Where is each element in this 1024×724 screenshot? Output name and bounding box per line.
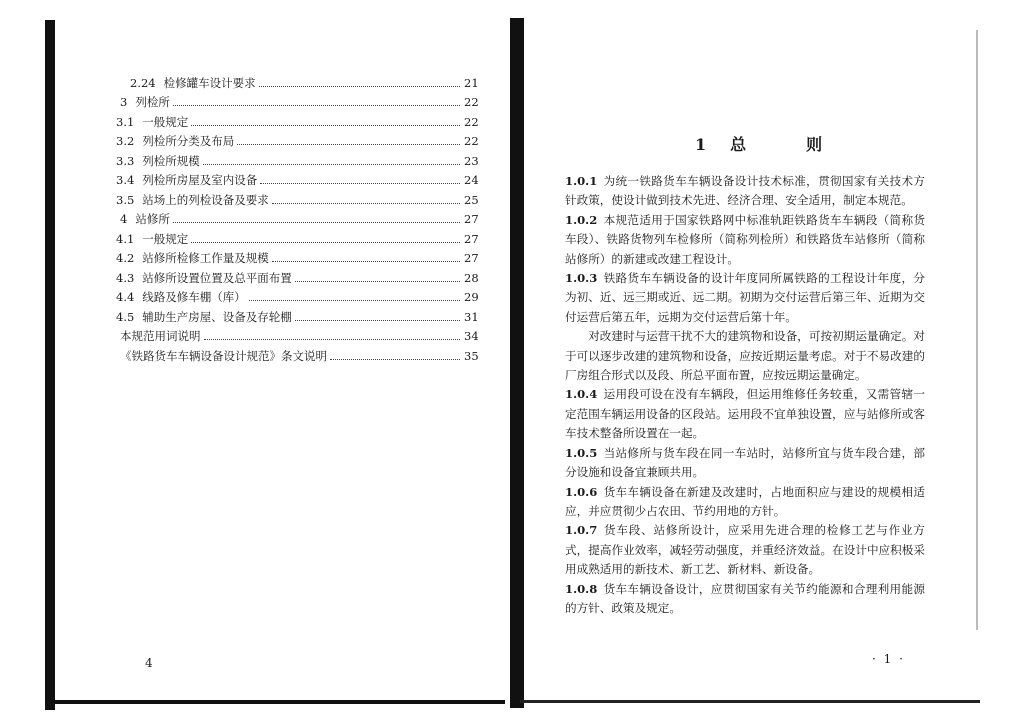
clause-text: 运用段可设在没有车辆段，但运用维修任务较重，又需管辖一定范围车辆运用设备的区段站。运用段不宜单独设置，应与站修所或客车技术整备所设置在一起。 — [565, 387, 925, 441]
scan-bottom-edge-left — [45, 700, 505, 704]
toc-entry — [110, 168, 490, 188]
toc-leader-dots — [272, 261, 460, 262]
toc-entry-number: 4.5 — [116, 309, 135, 324]
toc-entry-page: 35 — [464, 348, 479, 363]
chapter-body — [565, 172, 925, 618]
clause-paragraph — [565, 483, 925, 522]
clause-text: 为统一铁路货车车辆设备设计技术标准，贯彻国家有关技术方针政策，使设计做到技术先进、经济合理、安全适用，制定本规范。 — [565, 174, 925, 208]
scan-binding-edge-left — [45, 20, 55, 710]
toc-entry-page: 27 — [464, 231, 479, 246]
clause-paragraph — [565, 385, 925, 443]
toc-leader-dots — [249, 300, 460, 301]
toc-leader-dots — [173, 222, 460, 223]
toc-leader-dots — [191, 242, 460, 243]
toc-entry-page: 31 — [464, 309, 479, 324]
toc-entry-page: 27 — [464, 212, 479, 226]
clause-number: 1.0.1 — [565, 174, 598, 188]
toc-entry-title: 一般规定 — [142, 114, 189, 129]
toc-entry-title: 站修所设置位置及总平面布置 — [142, 270, 292, 285]
clause-text: 货车车辆设备在新建及改建时，占地面积应与建设的规模相适应，并应贯彻少占农田、节约用地的方针。 — [565, 484, 925, 518]
clause-number: 1.0.5 — [565, 445, 598, 460]
clause-text: 对改建时与运营干扰不大的建筑物和设备，可按初期运量确定。对于可以逐步改建的建筑物和设备，应按近期运量考虑。对于不易改建的厂房组合形式以及段、所总平面布置，应按远期运量确定。 — [565, 329, 925, 383]
toc-entry — [110, 226, 490, 246]
toc-entry-number: 3 — [120, 95, 128, 109]
clause-paragraph — [565, 444, 925, 483]
chapter-title: 总 则 — [730, 135, 845, 154]
toc-entry-page: 24 — [464, 173, 479, 187]
toc-entry — [110, 70, 490, 90]
toc-entry — [110, 285, 490, 305]
toc-entry — [110, 148, 490, 168]
toc-entry-page: 22 — [464, 134, 479, 148]
toc-entry-page: 22 — [464, 114, 479, 129]
chapter-number: 1 — [695, 135, 709, 154]
toc-entry-page: 28 — [464, 270, 479, 285]
toc-entry-page: 23 — [464, 153, 479, 168]
toc-entry-title: 列检所房屋及室内设备 — [142, 173, 258, 187]
toc-entry-title: 本规范用词说明 — [120, 329, 201, 343]
toc-entry-title: 检修罐车设计要求 — [163, 75, 256, 90]
clause-number: 1.0.8 — [565, 581, 598, 596]
toc-entry — [110, 324, 490, 344]
toc-entry-page: 29 — [464, 290, 479, 304]
toc-entry-page: 34 — [464, 329, 479, 343]
toc-entry-title: 站修所 — [135, 212, 170, 226]
toc-entry-number: 3.2 — [116, 134, 135, 148]
toc-entry-page: 27 — [464, 251, 479, 265]
clause-number: 1.0.2 — [565, 212, 598, 227]
toc-entry — [110, 129, 490, 149]
table-of-contents — [110, 70, 490, 363]
clause-text: 货车车辆设备设计，应贯彻国家有关节约能源和合理利用能源的方针、政策及规定。 — [565, 581, 925, 615]
toc-entry-title: 列检所 — [135, 95, 170, 109]
clause-number: 1.0.7 — [565, 523, 598, 538]
toc-entry-number: 4.3 — [116, 270, 135, 285]
toc-entry-title: 辅助生产房屋、设备及存轮棚 — [142, 309, 292, 324]
toc-leader-dots — [295, 281, 460, 282]
toc-entry-page: 22 — [464, 95, 479, 109]
toc-entry — [110, 90, 490, 110]
clause-paragraph — [565, 269, 925, 327]
clause-text: 货车段、站修所设计，应采用先进合理的检修工艺与作业方式，提高作业效率，减轻劳动强度，并重经济效益。在设计中应积极采用成熟适用的新技术、新工艺、新材料、新设备。 — [565, 523, 925, 577]
toc-entry-number: 4.1 — [116, 231, 135, 246]
toc-leader-dots — [272, 203, 460, 204]
toc-entry-title: 《铁路货车车辆设备设计规范》条文说明 — [120, 348, 327, 363]
toc-entry-number: 2.24 — [130, 75, 156, 90]
toc-leader-dots — [237, 144, 460, 145]
toc-leader-dots — [204, 339, 461, 340]
toc-entry — [110, 343, 490, 363]
toc-entry-page: 25 — [464, 192, 479, 207]
clause-paragraph — [565, 327, 925, 385]
toc-leader-dots — [173, 105, 460, 106]
clause-paragraph — [565, 172, 925, 211]
clause-text: 本规范适用于国家铁路网中标准轨距铁路货车车辆段（简称货车段）、铁路货物列车检修所（简称列检所）和铁路货车站修所（简称站修所）的新建或改建工程设计。 — [565, 212, 925, 266]
clause-paragraph — [565, 580, 925, 619]
toc-entry — [110, 265, 490, 285]
toc-entry — [110, 187, 490, 207]
toc-leader-dots — [259, 86, 460, 87]
toc-entry-title: 列检所分类及布局 — [142, 134, 235, 148]
right-page-number: · 1 · — [872, 652, 905, 666]
clause-paragraph — [565, 521, 925, 579]
toc-entry-title: 一般规定 — [142, 231, 189, 246]
toc-entry-page: 21 — [464, 75, 479, 90]
toc-leader-dots — [330, 359, 460, 360]
toc-leader-dots — [203, 164, 460, 165]
toc-entry-number: 4 — [120, 212, 128, 226]
toc-entry — [110, 207, 490, 227]
toc-entry-number: 3.5 — [116, 192, 135, 207]
scan-page-edge-right — [976, 30, 978, 630]
scan-bottom-edge-right — [520, 700, 980, 703]
toc-entry-number: 4.4 — [116, 290, 135, 304]
toc-entry — [110, 304, 490, 324]
scan-book-spine — [510, 18, 524, 708]
clause-text: 当站修所与货车段在同一车站时，站修所宜与货车段合建，部分设施和设备宜兼顾共用。 — [565, 445, 925, 480]
toc-entry-number: 3.1 — [116, 114, 135, 129]
clause-paragraph — [565, 211, 925, 269]
toc-entry — [110, 109, 490, 129]
toc-entry-title: 站场上的列检设备及要求 — [142, 192, 269, 207]
clause-number: 1.0.4 — [565, 387, 598, 402]
toc-entry-number: 3.3 — [116, 153, 135, 168]
left-page-number: 4 — [145, 656, 153, 670]
toc-entry-title: 站修所检修工作量及规模 — [142, 251, 269, 265]
toc-leader-dots — [295, 320, 460, 321]
toc-entry-number: 4.2 — [116, 251, 135, 265]
toc-entry-title: 列检所规模 — [142, 153, 200, 168]
clause-number: 1.0.6 — [565, 484, 598, 499]
toc-entry-title: 线路及修车棚（库） — [142, 290, 246, 304]
toc-entry-number: 3.4 — [116, 173, 135, 187]
chapter-heading — [695, 132, 844, 155]
toc-leader-dots — [260, 183, 460, 184]
toc-leader-dots — [191, 125, 460, 126]
clause-text: 铁路货车车辆设备的设计年度同所属铁路的工程设计年度，分为初、近、远三期或近、远二期。初期为交付运营后第三年、近期为交付运营后第五年，远期为交付运营后第十年。 — [565, 271, 925, 324]
toc-entry — [110, 246, 490, 266]
clause-number: 1.0.3 — [565, 271, 598, 286]
